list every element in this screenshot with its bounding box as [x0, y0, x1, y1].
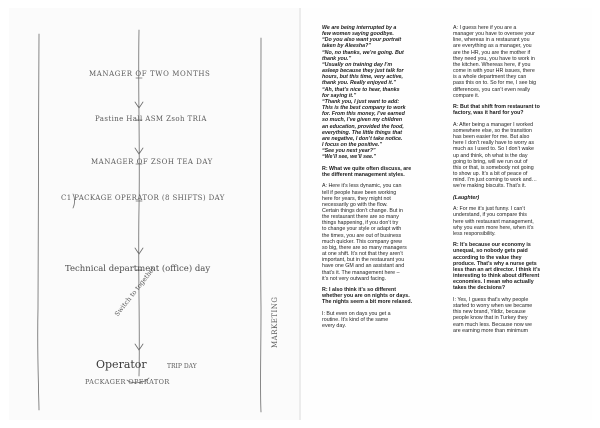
sketch-label: MANAGER OF TWO MONTHS	[89, 70, 211, 78]
interview-paragraph: A: I guess here if you are a manager you have to oversee your line, whereas in a restaurant you are everything as a manager, you are the HR, you are the mother if they need you, you have to work in the kitchen. Whereas here, if you come in with your HR issues, there is a whole department they can pass this on to. So for me, I see big differences, you can’t even really compare it.	[453, 25, 537, 99]
interview-paragraph: I: But even on days you get a routine. It’s kind of the same every day.	[322, 310, 391, 330]
interview-column-2	[453, 25, 581, 339]
sketch-label: PACKAGER OPERATOR	[85, 378, 170, 386]
interview-paragraph: R: I also think it’s so different whether you are on nights or days. The nights seem a bit more relaxed.	[322, 287, 413, 306]
right-page	[301, 8, 592, 420]
left-page	[9, 8, 299, 420]
interview-paragraph: I: Yes, I guess that’s why people started to worry when we became this new brand, Yildiz, because people know that in Turkey they earn much less. Because now we are earning more than minimum	[453, 296, 533, 334]
sketch-label: MANAGER OF ZSOH TEA DAY	[91, 158, 213, 166]
sketch-label: C1 PACKAGE OPERATOR (8 SHIFTS) DAY	[61, 194, 225, 202]
sketch-label: MARKETING	[271, 296, 279, 348]
sketch-label: Operator	[96, 358, 147, 371]
interview-paragraph: R: It’s because our economy is unequal, so nobody gets paid according to the value they produce. That’s why a nurse gets less than an art director. I think it’s interesting to think about different economies. I mean who actually takes the decisions?	[453, 242, 541, 292]
timeline-line	[139, 30, 140, 376]
interview-paragraph: A: After being a manager I worked somewhere else, so the transition has been easier for me. But also here I don’t really have to worry as much as I used to. So I don’t wake up and think, oh what is the day going to bring, will we run out of this or that, is somebody not going to show up. It’s a bit of peace of mind. I’m just coming to work and… we’re making biscuits. That’s it.	[453, 121, 537, 190]
sketch-label: TRIP DAY	[167, 363, 197, 370]
interview-paragraph: R: But that shift from restaurant to factory, was it hard for you?	[453, 104, 540, 117]
interview-column-1	[322, 25, 444, 335]
interview-paragraph: A: Here it’s less dynamic, you can tell if people have been working here for years, they might not necessarily go with the flow. Certain things don’t change. But in the restaurant there are so many things happening, if you don’t try to change your style or adapt with the times, you are out of business much quicker. This company grew so big, there are so many managers at one shift. It’s not that they aren’t important, but in the restaurant you have one GM and an assistant and that’s it. The management here – it’s not very outward facing.	[322, 183, 407, 282]
sketch-label: Technical department (office) day	[65, 264, 211, 274]
interview-paragraph: A: For me it’s just funny. I can’t understand, if you compare this here with restaurant management, why you earn more here, when it’s less responsibility.	[453, 206, 534, 237]
sketch-label: Switch to together	[113, 264, 158, 318]
interview-paragraph: R: What we quite often discuss, are the different management styles.	[322, 165, 412, 178]
sketch-label: Pastine Hall ASM Zsoh TRIA	[95, 115, 207, 123]
interview-paragraph: (Laughter)	[453, 194, 480, 201]
career-sketch	[9, 8, 299, 420]
left-margin-line	[38, 34, 39, 410]
interview-paragraph: We are being interrupted by a few women saying goodbye. “Do you also want your portrait taken by Aleesha?” “No, no thanks, we’re going. But thank you.” “Usually on training day I’m asleep because they just talk for hours, but this time, very active, thank you. Really enjoyed it.” “Ah, that’s nice to hear, thanks for saying it.” “Thank you, I just want to add: This is the best company to work for. From this money, I’ve earned so much, I’ve given my children an education, provided the food, everything. The little things that are negative, I don’t take notice. I focus on the positive.” “See you next year?” “We’ll see, we’ll see.”	[322, 25, 406, 161]
